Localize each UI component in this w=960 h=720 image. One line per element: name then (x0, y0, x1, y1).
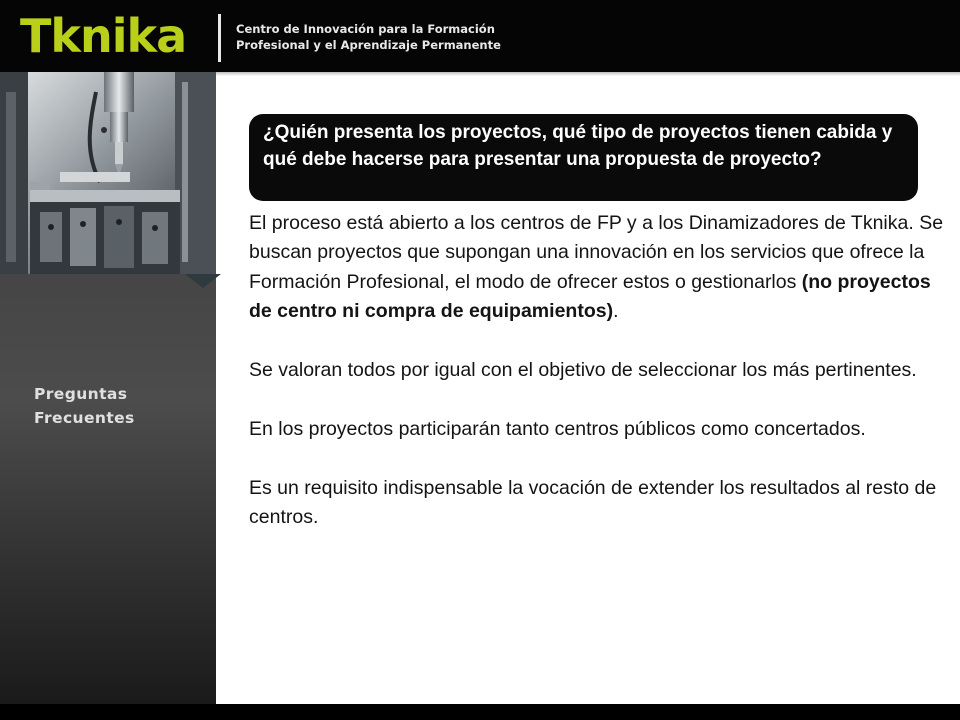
paragraph-1-end: . (613, 300, 619, 323)
sidebar (0, 72, 216, 704)
machine-illustration (0, 72, 216, 274)
sidebar-label-line-2: Frecuentes (34, 409, 135, 427)
question-heading: ¿Quién presenta los proyectos, qué tipo de proyectos tienen cabida y qué debe hacerse para presentar una propuesta de proyecto? (249, 114, 918, 201)
tknika-logo[interactable] (20, 6, 186, 66)
header-tagline (236, 21, 501, 53)
paragraph-4: Es un requisito indispensable la vocación de extender los resultados al resto de centros. (249, 476, 937, 529)
answer-body (249, 209, 949, 562)
paragraph-3: En los proyectos participarán tanto centros públicos como concertados. (249, 417, 866, 440)
header-bar (0, 0, 960, 72)
sidebar-notch (185, 274, 221, 288)
machine-photo (0, 72, 216, 274)
tagline-line-2: Profesional y el Aprendizaje Permanente (236, 38, 501, 52)
header-divider (218, 14, 221, 62)
bottom-bar (0, 704, 960, 720)
paragraph-1-bold: (no proyectos de centro ni compra de equipamientos) (249, 270, 931, 323)
paragraph-1-text: El proceso está abierto a los centros de FP y a los Dinamizadores de Tknika. Se buscan proyectos que supongan una innovación en los servicios que ofrece la Formación Profesional, el modo de ofrecer estos o gestionarlos (249, 212, 944, 293)
paragraph-2: Se valoran todos por igual con el objetivo de seleccionar los más pertinentes. (249, 359, 917, 382)
sidebar-item-preguntas-frecuentes[interactable] (34, 382, 135, 430)
logo-text: Tknika (20, 9, 187, 63)
paragraph-1 (249, 209, 949, 327)
sidebar-label-line-1: Preguntas (34, 385, 128, 403)
tagline-line-1: Centro de Innovación para la Formación (236, 22, 495, 36)
